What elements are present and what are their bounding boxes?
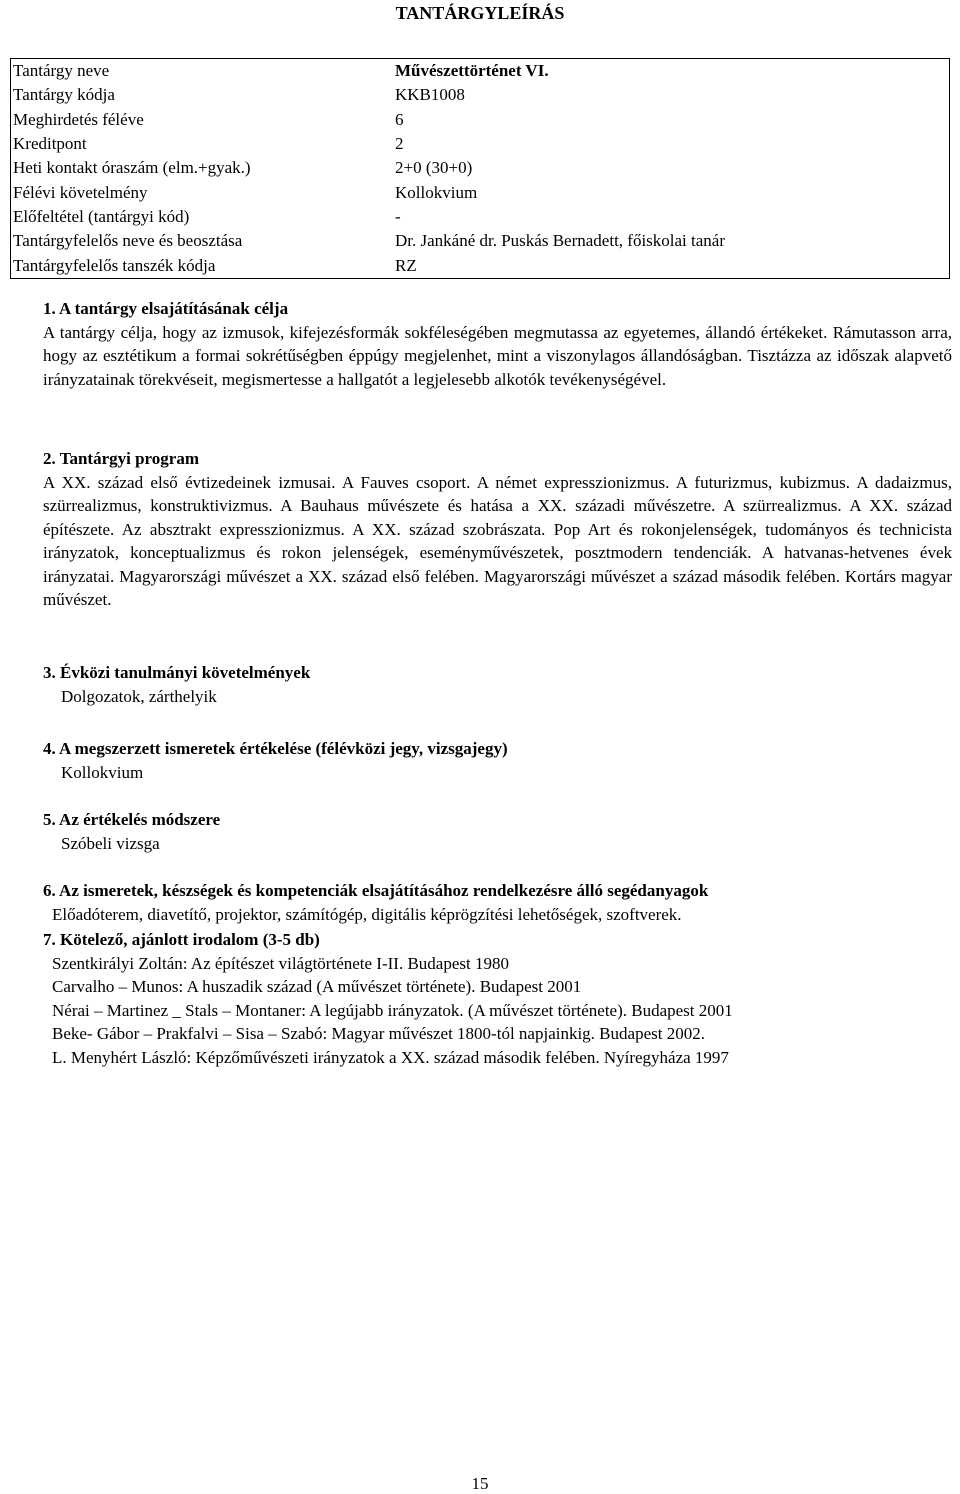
section-title: 3. Évközi tanulmányi követelmények	[43, 663, 311, 682]
info-label: Meghirdetés féléve	[13, 109, 144, 129]
section-title: 2. Tantárgyi program	[43, 449, 200, 468]
page-title: TANTÁRGYLEÍRÁS	[395, 3, 565, 23]
section-evaluation-method	[43, 808, 952, 855]
section-body: Szóbeli vizsga	[61, 833, 160, 853]
list-item: Szentkirályi Zoltán: Az építészet világtörténete I-II. Budapest 1980	[52, 953, 509, 973]
info-label: Tantárgy kódja	[13, 85, 115, 105]
info-value: KKB1008	[395, 85, 465, 105]
info-value: Kollokvium	[395, 182, 478, 202]
section-title: 5. Az értékelés módszere	[43, 810, 221, 829]
section-body: Kollokvium	[61, 762, 144, 782]
list-item: Beke- Gábor – Prakfalvi – Sisa – Szabó: Magyar művészet 1800-tól napjainkig. Budapest 2002.	[52, 1024, 705, 1043]
info-value: RZ	[395, 255, 417, 275]
section-program	[43, 447, 952, 612]
section-requirements	[43, 661, 952, 708]
table-row	[11, 132, 950, 156]
info-value: 2+0 (30+0)	[395, 158, 473, 178]
info-label: Tantárgy neve	[13, 61, 110, 81]
page-number: 15	[471, 1474, 489, 1493]
course-info-table	[10, 58, 950, 279]
table-row	[11, 253, 950, 278]
table-row	[11, 229, 950, 253]
list-item: Carvalho – Munos: A huszadik század (A művészet története). Budapest 2001	[52, 977, 582, 996]
section-body: A tantárgy célja, hogy az izmusok, kifejezésformák sokféleségében megmutassa az egyetemes, állandó értékeket. Rámutasson arra, hogy az esztétikum a formai sokrétűségben éppúgy megjelenhet, mint a viszonylagos állandóságban. Tisztázza az időszak alapvető irányzatainak törekvéseit, megismertesse a hallgatót a legjelesebb alkotók tevékenységével.	[43, 322, 952, 389]
section-body: Előadóterem, diavetítő, projektor, számítógép, digitális képrögzítési lehetőségek, szoftverek.	[52, 904, 682, 924]
section-title: 1. A tantárgy elsajátításának célja	[43, 299, 289, 318]
info-label: Tantárgyfelelős tanszék kódja	[13, 255, 216, 275]
section-literature	[43, 928, 952, 1069]
info-value: -	[395, 206, 401, 226]
section-body: A XX. század első évtizedeinek izmusai. A Fauves csoport. A német expresszionizmus. A futurizmus, kubizmus. A dadaizmus, szürrealizmus, konstruktivizmus. A Bauhaus művészete és hatása a XX. századi művészetre. A szürrealizmus. A XX. század építészete. Az absztrakt expresszionizmus. A XX. század szobrászata. Pop Art és rokonjelenségek, tudományos és technicista irányzatok, konceptualizmus és rokon jelenségek, eseményművészetek, posztmodern tendenciák. A hatvanas-hetvenes évek irányzatai. Magyarországi művészet a XX. század első felében. Magyarországi művészet a század második felében. Kortárs magyar művészet.	[43, 472, 952, 609]
info-value: 6	[395, 109, 404, 129]
table-row	[11, 205, 950, 229]
info-value: 2	[395, 134, 404, 154]
section-title: 6. Az ismeretek, készségek és kompetenciák elsajátításához rendelkezésre álló segédanyagok	[43, 881, 709, 900]
info-value: Művészettörténet VI.	[395, 61, 549, 81]
list-item: L. Menyhért László: Képzőművészeti irányzatok a XX. század második felében. Nyíregyháza 1997	[52, 1047, 729, 1067]
info-value: Dr. Jankáné dr. Puskás Bernadett, főiskolai tanár	[395, 231, 726, 251]
info-label: Előfeltétel (tantárgyi kód)	[13, 206, 190, 226]
section-assessment	[43, 737, 952, 784]
section-objective	[43, 297, 952, 391]
table-row	[11, 83, 950, 107]
info-label: Tantárgyfelelős neve és beosztása	[13, 231, 243, 251]
section-title: 7. Kötelező, ajánlott irodalom (3-5 db)	[43, 930, 320, 949]
list-item: Nérai – Martinez _ Stals – Montaner: A legújabb irányzatok. (A művészet története). Budapest 2001	[52, 1000, 733, 1020]
section-resources	[43, 879, 952, 926]
section-body: Dolgozatok, zárthelyik	[61, 686, 217, 706]
table-row	[11, 59, 950, 84]
table-row	[11, 156, 950, 180]
info-label: Heti kontakt óraszám (elm.+gyak.)	[13, 158, 251, 178]
info-label: Félévi követelmény	[13, 182, 148, 202]
table-row	[11, 108, 950, 132]
literature-list	[43, 952, 952, 1070]
table-row	[11, 180, 950, 204]
section-title: 4. A megszerzett ismeretek értékelése (félévközi jegy, vizsgajegy)	[43, 739, 508, 758]
info-label: Kreditpont	[13, 134, 87, 154]
